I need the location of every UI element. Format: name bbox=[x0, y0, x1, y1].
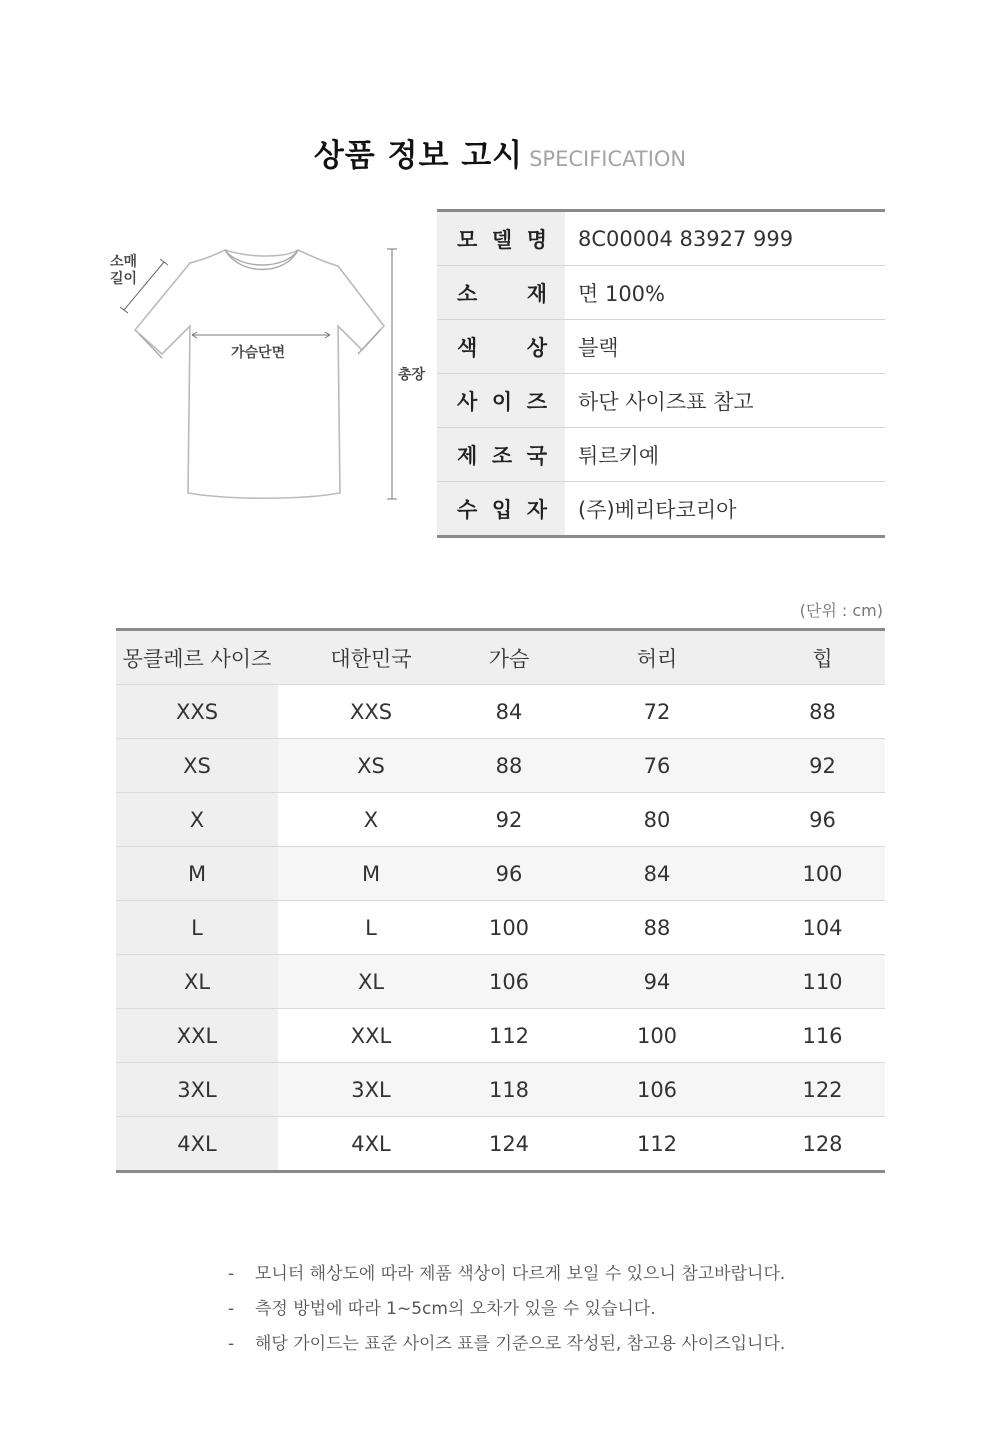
note-item: - 모니터 해상도에 따라 제품 색상이 다르게 보일 수 있으니 참고바랍니다. bbox=[228, 1264, 786, 1284]
spec-value: 블랙 bbox=[565, 320, 885, 374]
header-chest: 가슴 bbox=[464, 630, 554, 685]
tshirt-measure-diagram bbox=[100, 238, 440, 518]
table-cell: 124 bbox=[488, 1131, 530, 1156]
table-cell: XL bbox=[116, 955, 278, 1009]
table-cell: 96 bbox=[464, 847, 554, 901]
sleeve-label-line2: 길이 bbox=[110, 271, 138, 287]
table-cell: 88 bbox=[464, 739, 554, 793]
tshirt-illustration bbox=[100, 238, 440, 518]
note-item: - 측정 방법에 따라 1~5cm의 오차가 있을 수 있습니다. bbox=[228, 1299, 656, 1319]
spec-row-size bbox=[437, 374, 885, 428]
table-cell: 3XL bbox=[116, 1063, 278, 1117]
table-cell: 128 bbox=[802, 1131, 843, 1156]
table-cell: 104 bbox=[760, 901, 885, 955]
table-cell: 4XL bbox=[116, 1117, 278, 1172]
header-moncler-size: 몽클레르 사이즈 bbox=[116, 630, 278, 685]
size-chart-table bbox=[116, 628, 885, 1173]
spec-row-origin bbox=[437, 428, 885, 482]
size-header-row bbox=[116, 630, 885, 685]
spec-value: 면 100% bbox=[565, 266, 885, 320]
table-row bbox=[116, 793, 885, 847]
table-row bbox=[116, 1009, 885, 1063]
table-cell: M bbox=[278, 847, 464, 901]
header-korea-size: 대한민국 bbox=[278, 630, 464, 685]
table-cell: 100 bbox=[554, 1009, 760, 1063]
notes-list bbox=[228, 1262, 888, 1367]
size-table-body bbox=[116, 685, 885, 1172]
spec-key: 색 상 bbox=[437, 320, 565, 374]
spec-value: (주)베리타코리아 bbox=[578, 497, 737, 522]
spec-row-model bbox=[437, 211, 885, 266]
product-spec-table bbox=[437, 209, 885, 538]
page-title bbox=[0, 130, 1000, 175]
table-cell: 96 bbox=[760, 793, 885, 847]
table-cell: 106 bbox=[464, 955, 554, 1009]
header-waist: 허리 bbox=[554, 630, 760, 685]
unit-label: (단위 : cm) bbox=[799, 601, 883, 620]
spec-row-color bbox=[437, 320, 885, 374]
table-cell: 118 bbox=[464, 1063, 554, 1117]
table-cell: 100 bbox=[464, 901, 554, 955]
table-cell: 84 bbox=[464, 685, 554, 739]
table-cell: 76 bbox=[554, 739, 760, 793]
table-cell: 92 bbox=[760, 739, 885, 793]
table-cell: 100 bbox=[760, 847, 885, 901]
table-cell: 88 bbox=[554, 901, 760, 955]
spec-key: 모 델 명 bbox=[437, 211, 565, 266]
tshirt-outline bbox=[135, 250, 384, 498]
spec-value: 하단 사이즈표 참고 bbox=[565, 374, 885, 428]
table-row bbox=[116, 739, 885, 793]
chest-width-label: 가슴단면 bbox=[231, 345, 286, 361]
sleeve-label-line1: 소매 bbox=[110, 254, 138, 270]
table-row bbox=[116, 901, 885, 955]
table-row bbox=[116, 847, 885, 901]
table-cell: 4XL bbox=[351, 1131, 391, 1156]
table-cell: M bbox=[116, 847, 278, 901]
spec-row-importer bbox=[437, 482, 885, 537]
table-cell: 112 bbox=[464, 1009, 554, 1063]
table-row bbox=[116, 1063, 885, 1117]
spec-key: 수 입 자 bbox=[437, 482, 565, 537]
table-cell: 112 bbox=[636, 1131, 678, 1156]
table-cell: XXL bbox=[278, 1009, 464, 1063]
table-cell: XS bbox=[278, 739, 464, 793]
table-cell: XXL bbox=[116, 1009, 278, 1063]
table-cell: L bbox=[116, 901, 278, 955]
table-cell: X bbox=[278, 793, 464, 847]
chest-width-measure bbox=[192, 332, 330, 338]
total-length-measure bbox=[387, 249, 397, 499]
table-cell: 92 bbox=[464, 793, 554, 847]
title-korean: 상품 정보 고시 bbox=[313, 138, 524, 174]
table-cell: 106 bbox=[554, 1063, 760, 1117]
total-length-label: 총장 bbox=[398, 367, 426, 383]
spec-key: 소 재 bbox=[437, 266, 565, 320]
header-hip: 힙 bbox=[760, 630, 885, 685]
table-row bbox=[116, 1117, 885, 1172]
table-cell: 80 bbox=[554, 793, 760, 847]
table-cell: 110 bbox=[760, 955, 885, 1009]
spec-key: 사 이 즈 bbox=[437, 374, 565, 428]
sleeve-length-label bbox=[110, 254, 137, 288]
spec-key: 제 조 국 bbox=[437, 428, 565, 482]
spec-row-material bbox=[437, 266, 885, 320]
table-cell: X bbox=[116, 793, 278, 847]
table-cell: 3XL bbox=[278, 1063, 464, 1117]
table-cell: 88 bbox=[760, 685, 885, 739]
table-cell: 72 bbox=[554, 685, 760, 739]
table-cell: 94 bbox=[554, 955, 760, 1009]
table-row bbox=[116, 685, 885, 739]
table-cell: L bbox=[278, 901, 464, 955]
table-cell: 116 bbox=[760, 1009, 885, 1063]
table-cell: XS bbox=[116, 739, 278, 793]
table-cell: XXS bbox=[278, 685, 464, 739]
title-english: SPECIFICATION bbox=[529, 147, 687, 171]
table-row bbox=[116, 955, 885, 1009]
spec-value: 튀르키예 bbox=[565, 428, 885, 482]
table-cell: XL bbox=[278, 955, 464, 1009]
table-cell: XXS bbox=[116, 685, 278, 739]
table-cell: 84 bbox=[554, 847, 760, 901]
note-item: - 해당 가이드는 표준 사이즈 표를 기준으로 작성된, 참고용 사이즈입니다. bbox=[228, 1334, 786, 1354]
table-cell: 122 bbox=[760, 1063, 885, 1117]
spec-value: 8C00004 83927 999 bbox=[565, 211, 885, 266]
